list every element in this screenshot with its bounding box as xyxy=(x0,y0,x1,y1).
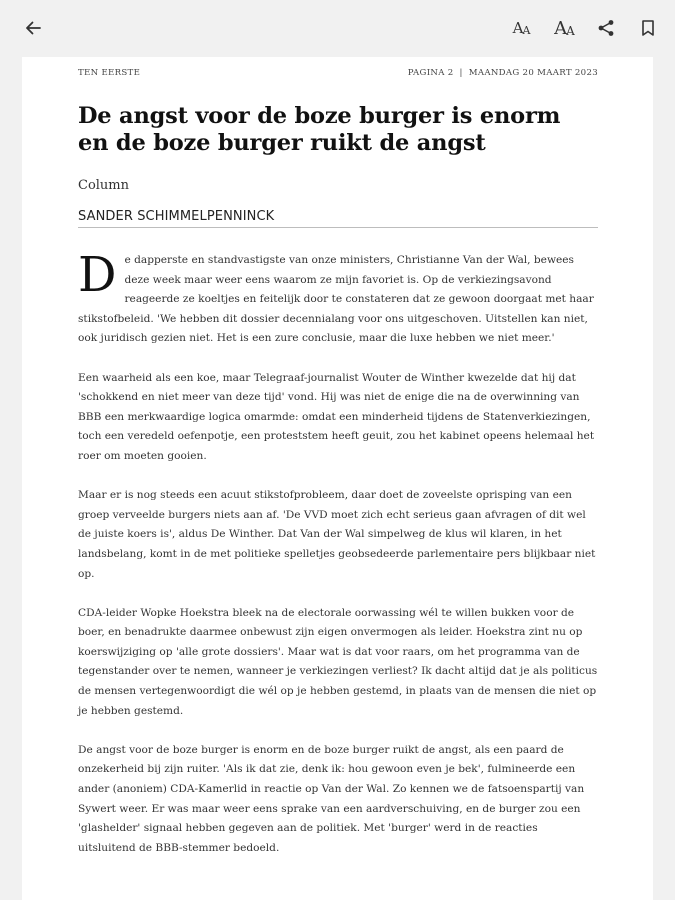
article-paragraph: De angst voor de boze burger is enorm en de boze burger ruikt de angst, als een paard de onzekerheid bij zijn ruiter. 'Als ik dat zie, denk ik: hou gewoon even je bek', fulmineerde een ander (anoniem) CDA-Kamerlid in reactie op Van der Wal. Zo kennen we de fatsoenspartij van Sywert weer. Er was maar weer eens sprake van een aardverschuiving, en de burger zou een 'glashelder' signaal hebben gegeven aan de politiek. Met 'burger' werd in de reacties uitsluitend de BBB-stemmer bedoeld. xyxy=(78,743,585,854)
arrow-left-icon xyxy=(24,19,42,37)
section-name: TEN EERSTE xyxy=(78,68,141,78)
article-paragraph: Een waarheid als een koe, maar Telegraaf-journalist Wouter de Winther kwezelde dat hij dat 'schokkend en niet meer van deze tijd' vond. Hij was niet de enige die na de overwinning van BBB een merkwaardige logica omarmde: omdat een minderheid tijdens de Statenverkiezingen, toch een veredeld oefenpotje, een proteststem heeft geuit, zou het kabinet opeens helemaal het roer om moeten gooien. xyxy=(78,371,595,462)
paragraph-text: e dapperste en standvastigste van onze ministers, Christianne Van der Wal, bewees deze week maar weer eens waarom ze mijn favoriet is. Op de verkiezingsavond reageerde ze koeltjes en feitelijk door te constateren dat ze gewoon doorgaat met haar stikstofbeleid. 'We hebben dit dossier decennialang voor ons uitgeschoven. Uitstellen kan niet, ook juridisch gezien niet. Het is een zure conclusie, maar die luxe hebben we niet meer.' xyxy=(78,254,594,345)
article-paragraph: CDA-leider Wopke Hoekstra bleek na de electorale oorwassing wél te willen bukken voor de boer, en benadrukte daarmee onbewust zijn eigen onvermogen als leider. Hoekstra zint nu op koerswijziging op 'alle grote dossiers'. Maar wat is dat voor raars, om het programma van de tegenstander over te nemen, wanneer je verkiezingen verliest? Ik dacht altijd dat je als politicus de mensen vertegenwoordigt die wél op je hebben gestemd, in plaats van de mensen die niet op je hebben gestemd. xyxy=(78,606,598,717)
article-label: Column xyxy=(78,178,130,193)
meta-separator: | xyxy=(459,68,463,78)
font-small-label: A xyxy=(512,19,523,37)
page-date xyxy=(408,68,598,78)
top-toolbar xyxy=(0,0,675,57)
article-page xyxy=(22,57,653,900)
page-number: PAGINA 2 xyxy=(407,68,454,78)
article-paragraph: Maar er is nog steeds een acuut stikstofprobleem, daar doet de zoveelste oprisping van een groep verveelde burgers niets aan af. 'De VVD moet zich echt serieus gaan afvragen of dit wel de juiste koers is', aldus De Winther. Dat Van der Wal simpelweg de klus wil klaren, in het landsbelang, komt in de met politieke spelletjes geobsedeerde parlementaire pers blijkbaar niet op. xyxy=(78,489,596,580)
drop-cap: D xyxy=(78,247,117,303)
article-meta xyxy=(78,68,598,82)
article-author: SANDER SCHIMMELPENNINCK xyxy=(78,209,598,228)
increase-font-button[interactable] xyxy=(547,12,581,44)
font-large-label-sub: A xyxy=(566,24,574,38)
share-button[interactable] xyxy=(591,12,621,44)
font-large-label: A xyxy=(554,17,567,39)
font-small-label-sub: A xyxy=(522,23,530,37)
bookmark-icon xyxy=(640,19,656,37)
article-paragraph xyxy=(78,247,598,349)
publication-date: MAANDAG 20 MAART 2023 xyxy=(468,68,598,78)
article-headline: De angst voor de boze burger is enorm en de boze burger ruikt de angst xyxy=(78,103,561,156)
article-body xyxy=(78,247,598,878)
bookmark-button[interactable] xyxy=(633,12,663,44)
share-icon xyxy=(597,19,615,37)
back-button[interactable] xyxy=(17,12,49,44)
decrease-font-button[interactable] xyxy=(505,12,537,44)
